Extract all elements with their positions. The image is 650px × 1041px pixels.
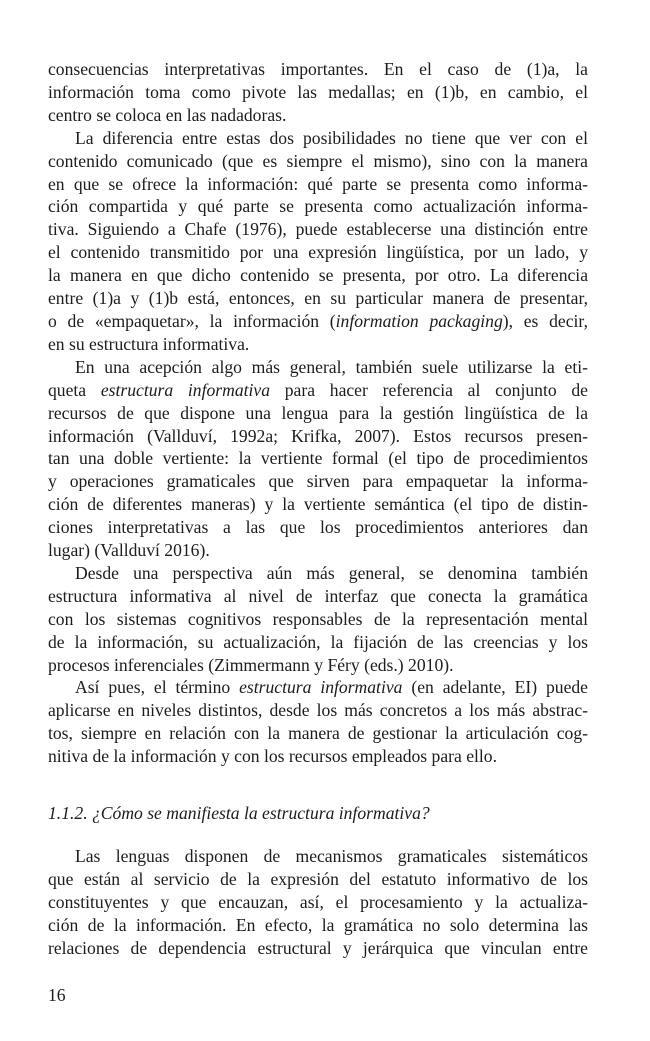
text-line <box>48 310 588 333</box>
text-line: Desde una perspectiva aún más general, se denomina también <box>75 562 588 583</box>
text-line <box>48 379 588 402</box>
text-line: nitiva de la información y con los recursos empleados para ello. <box>48 746 497 767</box>
text-line: procesos inferenciales (Zimmermann y Féry (eds.) 2010). <box>48 654 454 675</box>
italic-term: estructura informativa <box>100 379 271 400</box>
text-line: información toma como pivote las medallas; en (1)b, en cambio, el <box>48 81 588 102</box>
text-line: tiva. Siguiendo a Chafe (1976), puede establecerse una distinción entre <box>48 219 588 240</box>
text-line: de la información, su actualización, la fijación de las creencias y los <box>48 631 588 652</box>
section-heading: 1.1.2. ¿Cómo se manifiesta la estructura informativa? <box>48 803 430 823</box>
italic-term: estructura informativa <box>239 677 403 698</box>
text-line: en su estructura informativa. <box>48 333 250 354</box>
text-line: lugar) (Vallduví 2016). <box>48 540 210 561</box>
text-run: o de «empaquetar», la información ( <box>48 310 336 331</box>
text-run: para hacer referencia al conjunto de <box>270 379 588 400</box>
text-line: ción de la información. En efecto, la gramática no solo determina las <box>48 914 588 935</box>
text-line: tos, siempre en relación con la manera de gestionar la articulación cog- <box>48 723 588 744</box>
text-run: Así pues, el término <box>75 677 240 698</box>
text-line: el contenido transmitido por una expresión lingüística, por un lado, y <box>48 242 588 263</box>
text-line: relaciones de dependencia estructural y jerárquica que vinculan entre <box>48 937 588 958</box>
text-line: ción compartida y qué parte se presenta como actualización informa- <box>48 196 588 217</box>
text-line <box>48 676 588 699</box>
text-run: (en adelante, EI) puede <box>402 677 588 698</box>
body-text-top <box>48 58 588 768</box>
text-line: La diferencia entre estas dos posibilidades no tiene que ver con el <box>75 127 588 148</box>
text-line: recursos de que dispone una lengua para la gestión lingüística de la <box>48 402 588 423</box>
text-line: Las lenguas disponen de mecanismos gramaticales sistemáticos <box>75 846 588 866</box>
text-line: contenido comunicado (que es siempre el mismo), sino con la manera <box>48 150 588 171</box>
text-line: entre (1)a y (1)b está, entonces, en su particular manera de presentar, <box>48 288 588 309</box>
page-number: 16 <box>48 985 66 1005</box>
text-line: aplicarse en niveles distintos, desde los más concretos a los más abstrac- <box>48 700 588 721</box>
text-line: centro se coloca en las nadadoras. <box>48 104 287 125</box>
text-line: en que se ofrece la información: qué parte se presenta como informa- <box>48 173 588 194</box>
text-line: tan una doble vertiente: la vertiente formal (el tipo de procedimientos <box>48 448 588 469</box>
text-line: ción de diferentes maneras) y la vertiente semántica (el tipo de distin- <box>48 494 588 515</box>
text-run: ), es decir, <box>502 310 588 331</box>
text-line: que están al servicio de la expresión del estatuto informativo de los <box>48 868 588 889</box>
text-line: ciones interpretativas a las que los procedimientos anteriores dan <box>48 517 588 538</box>
text-line: información (Vallduví, 1992a; Krifka, 2007). Estos recursos presen- <box>48 425 588 446</box>
text-line: con los sistemas cognitivos responsables de la representación mental <box>48 608 588 629</box>
text-line: constituyentes y que encauzan, así, el procesamiento y la actualiza- <box>48 891 588 912</box>
text-line: la manera en que dicho contenido se presenta, por otro. La diferencia <box>48 265 588 286</box>
text-run: queta <box>48 379 101 400</box>
text-line: estructura informativa al nivel de interfaz que conecta la gramática <box>48 585 588 606</box>
body-text-bottom <box>48 845 588 960</box>
text-line: y operaciones gramaticales que sirven para empaquetar la informa- <box>48 471 588 492</box>
text-line: En una acepción algo más general, también suele utilizarse la eti- <box>75 356 588 377</box>
italic-term: information packaging <box>335 310 503 331</box>
text-line: consecuencias interpretativas importantes. En el caso de (1)a, la <box>48 59 588 79</box>
